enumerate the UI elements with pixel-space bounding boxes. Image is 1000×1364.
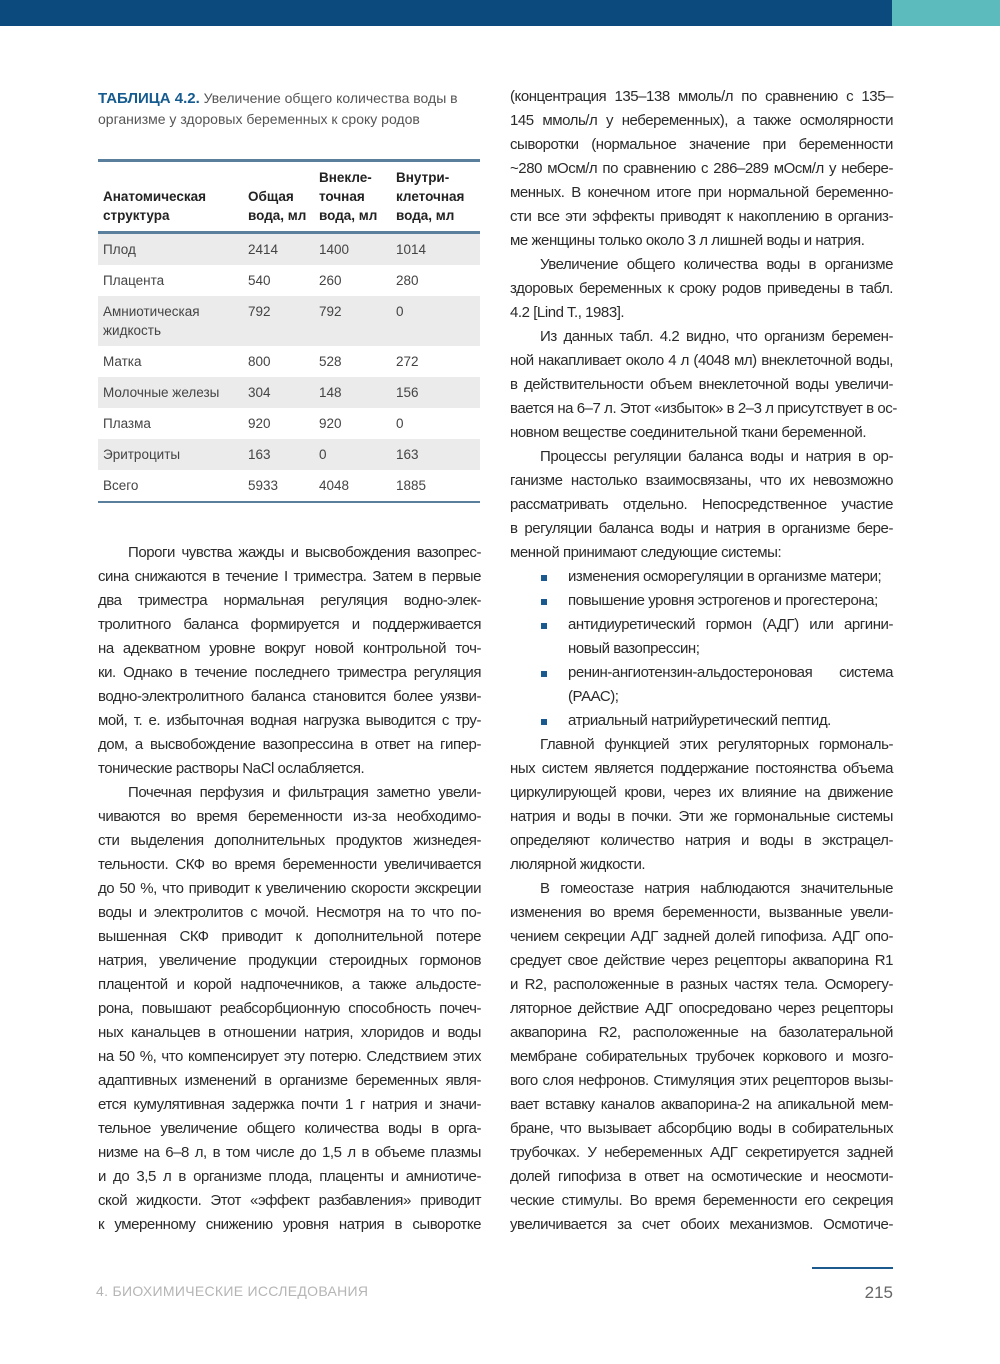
text-line	[98, 565, 481, 589]
cell-value: 528	[319, 354, 342, 369]
line-text: низме на 6–8 л, в том числе до 1,5 л в объеме плазмы	[98, 1144, 481, 1161]
column-header: Внутри-клеточная вода, мл	[396, 170, 465, 223]
text-line	[510, 829, 893, 853]
cell-value: 0	[396, 416, 404, 431]
text-line	[98, 757, 481, 781]
cell-value: 540	[248, 273, 271, 288]
text-line	[510, 373, 893, 397]
text-line	[510, 397, 897, 421]
text-line	[510, 1189, 893, 1213]
text-line	[510, 781, 893, 805]
row-label: Всего	[103, 478, 139, 493]
line-text: изменения осморегуляции в организме матери;	[568, 568, 882, 585]
cell-value: 272	[396, 354, 419, 369]
header-accent	[892, 0, 1000, 26]
line-text: и до 3,5 л в организме плода, плаценты и амниотиче-	[98, 1168, 481, 1185]
line-text: средует свое действие через рецепторы аквапорина R1	[510, 952, 893, 969]
line-text: вого слоя нефронов. Стимуляция этих рецепторов вызы-	[510, 1072, 893, 1089]
text-line	[510, 517, 893, 541]
text-line	[510, 997, 893, 1021]
line-text: атриальный натрийуретический пептид.	[568, 712, 831, 729]
text-line	[510, 925, 893, 949]
text-line	[510, 493, 893, 517]
line-text: ной накапливает около 4 л (4048 мл) внеклеточной воды,	[510, 352, 893, 369]
text-line	[510, 469, 893, 493]
line-text: натрия, увеличение продукции стероидных гормонов	[98, 952, 481, 969]
line-text: тонические растворы NaCl ослабляется.	[98, 760, 365, 777]
line-text: плацентой и корой надпочечников, а также альдосте-	[98, 976, 481, 993]
line-text: Процессы регуляции баланса воды и натрия в ор-	[540, 448, 893, 465]
line-text: трубочках. У небеременных АДГ секретируется задней	[510, 1144, 893, 1161]
text-line	[510, 637, 893, 661]
line-text: вает вставку каналов аквапорина-2 на апикальной мем-	[510, 1096, 893, 1113]
table-row	[98, 265, 480, 296]
cell-value: 156	[396, 385, 419, 400]
text-line	[510, 205, 893, 229]
line-text: и R2, расположенные в разных частях тела. Осморегу-	[510, 976, 893, 993]
column-header: Анатомическая структура	[103, 189, 207, 223]
text-line	[98, 1165, 481, 1189]
text-line	[510, 1141, 893, 1165]
line-text: Почечная перфузия и фильтрация заметно увели-	[128, 784, 481, 801]
text-line	[510, 805, 893, 829]
text-line	[98, 1069, 481, 1093]
row-label: Плазма	[103, 416, 151, 431]
text-line	[510, 421, 893, 445]
text-line	[98, 805, 481, 829]
text-line	[98, 925, 481, 949]
cell-value: 148	[319, 385, 342, 400]
line-text: изменения во время беременности, вызванные увели-	[510, 904, 893, 921]
line-text: ных систем является поддержание постоянства объема	[510, 760, 893, 777]
text-line	[510, 565, 893, 589]
column-header: Внекле-точная вода, мл	[319, 170, 378, 223]
row-label: Молочные железы	[103, 385, 220, 400]
table-row	[98, 470, 480, 502]
table-label: ТАБЛИЦА 4.2.	[98, 90, 200, 107]
line-text: до 50 %, что приводит к увеличению скорости экскреции	[98, 880, 481, 897]
water-table	[98, 159, 480, 503]
page-number: 215	[864, 1283, 893, 1302]
text-line	[98, 541, 481, 565]
bullet-square-icon	[541, 719, 547, 725]
text-line	[510, 85, 893, 109]
text-line	[510, 229, 893, 253]
row-label: Плод	[103, 242, 136, 257]
bullet-square-icon	[541, 599, 547, 605]
table-caption	[98, 88, 483, 130]
text-line	[98, 1093, 481, 1117]
text-line	[510, 301, 893, 325]
line-text: 4.2 [Lind T., 1983].	[510, 304, 625, 321]
text-line	[510, 901, 893, 925]
cell-value: 0	[396, 304, 404, 319]
line-text: чиваются во время беременности из-за необходимо-	[98, 808, 481, 825]
chapter-footer: 4. БИОХИМИЧЕСКИЕ ИССЛЕДОВАНИЯ	[96, 1283, 369, 1299]
row-label: Матка	[103, 354, 142, 369]
line-text: ческие стимулы. Во время беременности его секреция	[510, 1192, 893, 1209]
text-line	[510, 973, 893, 997]
cell-value: 280	[396, 273, 419, 288]
line-text: мембране собирательных трубочек коркового и мозго-	[510, 1048, 893, 1065]
line-text: сти все эти эффекты приводят к накоплению в организ-	[510, 208, 893, 225]
line-text: аквапорина R2, расположенные на базолатеральной	[510, 1024, 893, 1041]
text-line	[510, 1021, 893, 1045]
cell-value: 1885	[396, 478, 427, 493]
text-line	[510, 757, 893, 781]
text-line	[510, 349, 893, 373]
table-header-row	[98, 161, 480, 233]
text-line	[98, 709, 481, 733]
line-text: (концентрация 135–138 ммоль/л по сравнению с 135–	[510, 88, 893, 105]
line-text: повышение уровня эстрогенов и прогестерона;	[568, 592, 878, 609]
line-text: сина снижаются в течение I триместра. Затем в первые	[98, 568, 481, 585]
line-text: антидиуретический гормон (АДГ) или аргини-	[568, 616, 893, 633]
line-text: (РААС);	[568, 688, 619, 705]
text-line	[98, 733, 481, 757]
text-line	[510, 181, 893, 205]
line-text: ки. Однако в течение последнего триместра регуляция	[98, 664, 481, 681]
text-line	[98, 877, 481, 901]
text-line	[510, 613, 893, 637]
line-text: ренин-ангиотензин-альдостероновая система	[568, 664, 893, 681]
line-text: Увеличение общего количества воды в организме	[540, 256, 893, 273]
text-line	[510, 157, 893, 181]
cell-value: 163	[248, 447, 271, 462]
cell-value: 792	[248, 304, 271, 319]
line-text: ется кумулятивная задержка почти 1 г натрия и значи-	[98, 1096, 481, 1113]
text-line	[510, 445, 893, 469]
text-line	[510, 1093, 893, 1117]
line-text: Из данных табл. 4.2 видно, что организм беремен-	[540, 328, 893, 345]
text-line	[98, 1117, 481, 1141]
cell-value: 304	[248, 385, 271, 400]
text-line	[98, 613, 481, 637]
text-line	[510, 661, 893, 685]
line-text: на адекватном уровне вокруг новой контрольной точ-	[98, 640, 481, 657]
text-line	[98, 637, 481, 661]
header-bar	[0, 0, 892, 26]
text-line	[510, 589, 893, 613]
text-line	[98, 997, 481, 1021]
table-row	[98, 346, 480, 377]
line-text: увеличивается за счет обоих механизмов. Осмотиче-	[510, 1216, 893, 1233]
cell-value: 1014	[396, 242, 427, 257]
line-text: тельное увеличение общего количества воды в орга-	[98, 1120, 481, 1137]
line-text: В гомеостазе натрия наблюдаются значительные	[540, 880, 893, 897]
line-text: на 50 %, что компенсирует эту потерю. Следствием этих	[98, 1048, 481, 1065]
cell-value: 1400	[319, 242, 350, 257]
line-text: водно-электролитного баланса становится более уязви-	[98, 688, 481, 705]
line-text: Пороги чувства жажды и высвобождения вазопрес-	[128, 544, 481, 561]
line-text: новном веществе соединительной ткани беременной.	[510, 424, 867, 441]
cell-value: 0	[319, 447, 327, 462]
cell-value: 920	[248, 416, 271, 431]
line-text: воды и электролитов с мочой. Несмотря на то что по-	[98, 904, 481, 921]
text-line	[510, 733, 893, 757]
text-line	[98, 1189, 481, 1213]
line-text: дом, а высвобождение вазопрессина в ответ на гипер-	[98, 736, 481, 753]
row-label: Плацента	[103, 273, 165, 288]
text-line	[510, 685, 893, 709]
line-text: ской жидкости. Этот «эффект разбавления» приводит	[98, 1192, 481, 1209]
text-line	[98, 1045, 481, 1069]
row-label: Амниотическая жидкость	[103, 304, 200, 338]
text-line	[98, 901, 481, 925]
line-text: бране, что вызывает абсорбцию воды в собирательных	[510, 1120, 893, 1137]
table-row	[98, 233, 480, 266]
line-text: вается на 6–7 л. Этот «избыток» в 2–3 л присутствует в ос-	[510, 400, 897, 417]
line-text: адаптивных изменений в организме беременных явля-	[98, 1072, 481, 1089]
text-line	[510, 277, 893, 301]
table-caption-text: Увеличение общего количества воды в организме у здоровых беременных к сроку родов	[98, 90, 458, 127]
text-line	[98, 781, 481, 805]
cell-value: 792	[319, 304, 342, 319]
line-text: к умеренному снижению уровня натрия в сыворотке	[98, 1216, 481, 1233]
line-text: в регуляции баланса воды и натрия в организме бере-	[510, 520, 893, 537]
line-text: ме женщины только около 3 л лишней воды и натрия.	[510, 232, 865, 249]
line-text: тролитного баланса формируется и поддерживается	[98, 616, 481, 633]
text-line	[98, 1021, 481, 1045]
text-line	[510, 1117, 893, 1141]
text-line	[510, 1045, 893, 1069]
line-text: ~280 мОсм/л по сравнению с 286–289 мОсм/л у небере-	[510, 160, 893, 177]
text-line	[510, 253, 893, 277]
text-line	[98, 1141, 481, 1165]
bullet-square-icon	[541, 671, 547, 677]
bullet-square-icon	[541, 575, 547, 581]
line-text: циркулирующей крови, через их влияние на движение	[510, 784, 893, 801]
line-text: тельности. СКФ во время беременности увеличивается	[98, 856, 481, 873]
column-header: Общая вода, мл	[248, 189, 307, 223]
line-text: люлярной жидкости.	[510, 856, 646, 873]
line-text: натрия и воды в почки. Эти же гормональные системы	[510, 808, 893, 825]
text-line	[510, 325, 893, 349]
line-text: менной принимают следующие системы:	[510, 544, 782, 561]
cell-value: 163	[396, 447, 419, 462]
table-row	[98, 408, 480, 439]
right-text-column	[510, 85, 897, 1237]
text-line	[510, 133, 893, 157]
row-label: Эритроциты	[103, 447, 181, 462]
text-line	[98, 589, 481, 613]
cell-value: 5933	[248, 478, 279, 493]
line-text: сти выделения дополнительных продуктов жизнедея-	[98, 832, 481, 849]
line-text: в действительности объем внеклеточной воды увеличи-	[510, 376, 893, 393]
table-row	[98, 439, 480, 470]
line-text: 145 ммоль/л у небеременных), а также осмолярности	[510, 112, 893, 129]
bullet-square-icon	[541, 623, 547, 629]
cell-value: 2414	[248, 242, 279, 257]
footer-rule	[812, 1267, 893, 1269]
text-line	[510, 949, 893, 973]
cell-value: 4048	[319, 478, 350, 493]
cell-value: 800	[248, 354, 271, 369]
line-text: ганизме настолько взаимосвязаны, что их невозможно	[510, 472, 893, 489]
cell-value: 260	[319, 273, 342, 288]
left-text-column	[98, 541, 481, 1237]
text-line	[510, 1069, 893, 1093]
line-text: здоровых беременных к сроку родов приведены в табл.	[510, 280, 893, 297]
text-line	[98, 685, 481, 709]
text-line	[510, 109, 893, 133]
line-text: мой, т. е. избыточная водная нагрузка выводится с тру-	[98, 712, 481, 729]
line-text: ляторное действие АДГ опосредовано через рецепторы	[510, 1000, 893, 1017]
text-line	[510, 709, 893, 733]
cell-value: 920	[319, 416, 342, 431]
text-line	[510, 877, 893, 901]
line-text: Главной функцией этих регуляторных гормональ-	[540, 736, 893, 753]
text-line	[510, 1165, 893, 1189]
line-text: сыворотки (нормальное значение при беременности	[510, 136, 893, 153]
line-text: новый вазопрессин;	[568, 640, 700, 657]
line-text: чением секреции АДГ задней долей гипофиза. АДГ опо-	[510, 928, 893, 945]
text-line	[98, 949, 481, 973]
line-text: вышенная СКФ приводит к дополнительной потере	[98, 928, 481, 945]
text-line	[98, 1213, 481, 1237]
table-row	[98, 377, 480, 408]
text-line	[510, 1213, 893, 1237]
text-line	[98, 973, 481, 997]
line-text: менных. В конечном итоге при нормальной беременно-	[510, 184, 893, 201]
line-text: долей гипофиза в ответ на осмотические и неосмоти-	[510, 1168, 893, 1185]
line-text: рассматривать отдельно. Непосредственное участие	[510, 496, 893, 513]
table-row	[98, 296, 480, 346]
text-line	[98, 853, 481, 877]
text-line	[510, 853, 893, 877]
text-line	[510, 541, 893, 565]
line-text: рона, повышают реабсорбционную способность почеч-	[98, 1000, 481, 1017]
text-line	[98, 661, 481, 685]
line-text: два триместра нормальная регуляция водно-элек-	[98, 592, 481, 609]
line-text: определяют количество натрия и воды в экстрацел-	[510, 832, 893, 849]
line-text: ных канальцев в отношении натрия, хлоридов и воды	[98, 1024, 481, 1041]
text-line	[98, 829, 481, 853]
